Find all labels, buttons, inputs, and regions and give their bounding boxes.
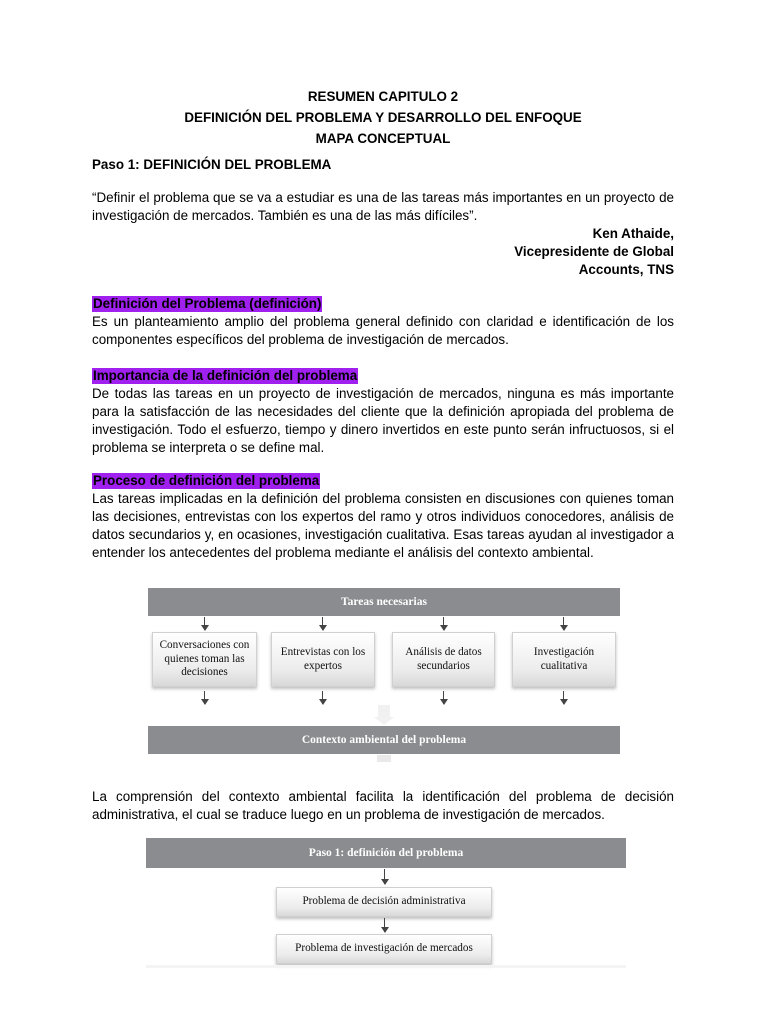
task-box: Conversaciones con quienes toman las decisiones — [152, 632, 257, 687]
quote-body: “Definir el problema que se va a estudiar es una de las tareas más importantes en un proyecto de investigación de mercados. También es una de las más difíciles”. — [92, 190, 674, 223]
paso1-heading: Paso 1: DEFINICIÓN DEL PROBLEMA — [92, 157, 332, 172]
section-heading-highlight: Definición del Problema (definición) — [93, 296, 322, 311]
section-heading-highlight: Proceso de definición del problema — [93, 473, 320, 488]
quote-role: Vicepresidente de Global — [514, 244, 674, 259]
task-box: Entrevistas con los expertos — [271, 632, 375, 687]
task-box: Investigación cualitativa — [512, 632, 616, 687]
section-body: Las tareas implicadas en la definición del problema consisten en discusiones con quienes toman las decisiones, entrevistas con los expertos del ramo y otros individuos conocedores, análisis de datos secundarios y, en ocasiones, investigación cualitativa. Esas tareas ayudan al investigador a entender los antecedentes del problema mediante el análisis del contexto ambiental. — [92, 491, 674, 560]
section-body: Es un planteamiento amplio del problema general definido con claridad e identificación de los componentes específicos del problema de investigación de mercados. — [92, 314, 674, 347]
diagram-header: Paso 1: definición del problema — [146, 838, 626, 868]
decision-problem-box: Problema de decisión administrativa — [276, 887, 492, 917]
research-problem-box: Problema de investigación de mercados — [276, 934, 492, 964]
arrow-down-icon — [384, 918, 385, 932]
section-body: De todas las tareas en un proyecto de investigación de mercados, ninguna es más importante para la satisfacción de las necesidades del cliente que la definición apropiada del problema de investigación. Todo el esfuerzo, tiempo y dinero invertidos en este punto serán infructuosos, si el problema se interpreta o se define mal. — [92, 386, 674, 455]
task-box: Análisis de datos secundarios — [392, 632, 495, 687]
paragraph-body: La comprensión del contexto ambiental facilita la identificación del problema de decisión administrativa, el cual se traduce luego en un problema de investigación de mercados. — [92, 789, 674, 822]
diagram-footer: Contexto ambiental del problema — [148, 726, 620, 754]
arrow-down-icon — [384, 869, 385, 884]
shadow-strip — [146, 965, 626, 968]
title-line-3: MAPA CONCEPTUAL — [315, 131, 451, 146]
title-line-2: DEFINICIÓN DEL PROBLEMA Y DESARROLLO DEL ENFOQUE — [184, 110, 582, 125]
diagram-header: Tareas necesarias — [148, 588, 620, 616]
quote-author: Ken Athaide, — [592, 226, 674, 241]
quote-company: Accounts, TNS — [578, 262, 674, 277]
title-line-1: RESUMEN CAPITULO 2 — [307, 89, 459, 104]
section-heading-highlight: Importancia de la definición del problema — [93, 368, 358, 383]
